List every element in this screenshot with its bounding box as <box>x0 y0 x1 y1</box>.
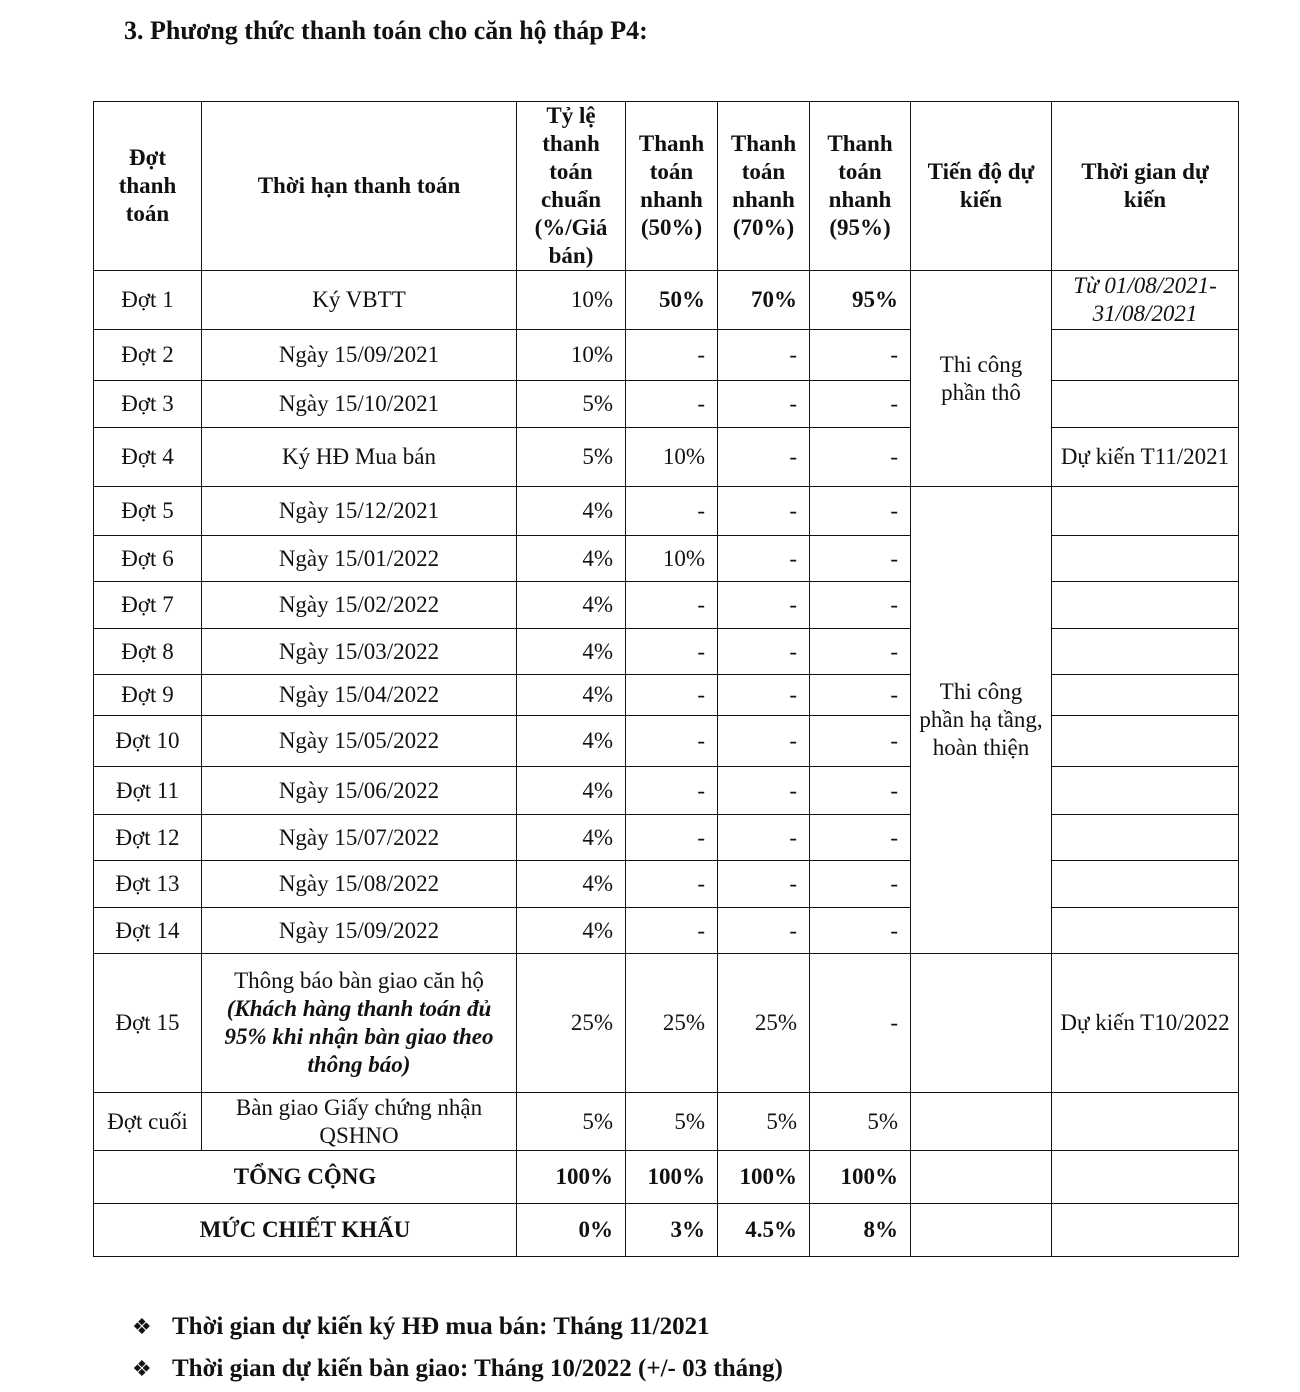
cell-p95: - <box>810 767 911 815</box>
notes-list <box>132 1308 783 1392</box>
header-dot: Đợt thanh toán <box>94 102 202 271</box>
discount-empty <box>911 1204 1052 1257</box>
cell-p50: - <box>626 908 718 954</box>
cell-p70: - <box>718 536 810 582</box>
cell-p95: - <box>810 330 911 381</box>
cell-p50: 5% <box>626 1093 718 1151</box>
cell-std: 10% <box>517 330 626 381</box>
cell-dot: Đợt 13 <box>94 861 202 908</box>
table-row <box>94 271 1239 330</box>
cell-p95: - <box>810 815 911 861</box>
diamond-bullet-icon: ❖ <box>132 1357 152 1382</box>
cell-p95: - <box>810 861 911 908</box>
cell-std: 4% <box>517 861 626 908</box>
table-row <box>94 908 1239 954</box>
cell-dot: Đợt 4 <box>94 428 202 487</box>
cell-dot: Đợt 10 <box>94 716 202 767</box>
thoi-gian-empty <box>1052 908 1239 954</box>
cell-p70: 70% <box>718 271 810 330</box>
cell-p70: - <box>718 381 810 428</box>
cell-p70: - <box>718 675 810 716</box>
han-text: Thông báo bàn giao căn hộ <box>234 968 484 994</box>
thoi-gian-dot1: Từ 01/08/2021-31/08/2021 <box>1052 271 1239 330</box>
table-header-row <box>94 102 1239 271</box>
cell-p70: - <box>718 767 810 815</box>
cell-p95: - <box>810 428 911 487</box>
table-row <box>94 954 1239 1093</box>
thoi-gian-empty <box>1052 487 1239 536</box>
total-empty <box>911 1151 1052 1204</box>
cell-han: Ngày 15/05/2022 <box>202 716 517 767</box>
cell-han: Ngày 15/03/2022 <box>202 629 517 675</box>
table-row <box>94 767 1239 815</box>
cell-p95: - <box>810 675 911 716</box>
thoi-gian-empty <box>1052 536 1239 582</box>
cell-p50: - <box>626 487 718 536</box>
cell-p70: - <box>718 487 810 536</box>
cell-han: Ngày 15/04/2022 <box>202 675 517 716</box>
cell-std: 4% <box>517 675 626 716</box>
header-tien-do: Tiến độ dự kiến <box>911 102 1052 271</box>
cell-p95: - <box>810 381 911 428</box>
cell-p50: - <box>626 330 718 381</box>
table-row <box>94 716 1239 767</box>
cell-han: Ngày 15/07/2022 <box>202 815 517 861</box>
total-p70: 100% <box>718 1151 810 1204</box>
cell-dot: Đợt 3 <box>94 381 202 428</box>
cell-p50: - <box>626 582 718 629</box>
total-row <box>94 1151 1239 1204</box>
discount-label: MỨC CHIẾT KHẤU <box>94 1204 517 1257</box>
discount-p50: 3% <box>626 1204 718 1257</box>
cell-p95: 5% <box>810 1093 911 1151</box>
total-empty <box>1052 1151 1239 1204</box>
header-thoi-han: Thời hạn thanh toán <box>202 102 517 271</box>
note-text: Thời gian dự kiến bàn giao: Tháng 10/2022 (+/- 03 tháng) <box>172 1355 783 1382</box>
cell-han: Ngày 15/10/2021 <box>202 381 517 428</box>
cell-std: 5% <box>517 428 626 487</box>
thoi-gian-dot4: Dự kiến T11/2021 <box>1052 428 1239 487</box>
thoi-gian-empty <box>1052 1093 1239 1151</box>
discount-empty <box>1052 1204 1239 1257</box>
cell-dot: Đợt cuối <box>94 1093 202 1151</box>
thoi-gian-empty <box>1052 381 1239 428</box>
discount-p95: 8% <box>810 1204 911 1257</box>
cell-p95: - <box>810 908 911 954</box>
cell-p50: - <box>626 675 718 716</box>
table-row <box>94 629 1239 675</box>
section-heading: 3. Phương thức thanh toán cho căn hộ tháp P4: <box>124 16 648 45</box>
note-text: Thời gian dự kiến ký HĐ mua bán: Tháng 11/2021 <box>172 1313 710 1340</box>
discount-row <box>94 1204 1239 1257</box>
cell-std: 4% <box>517 815 626 861</box>
cell-p50: 25% <box>626 954 718 1093</box>
cell-std: 4% <box>517 487 626 536</box>
cell-dot: Đợt 12 <box>94 815 202 861</box>
cell-han: Ngày 15/08/2022 <box>202 861 517 908</box>
header-tt50: Thanh toán nhanh (50%) <box>626 102 718 271</box>
table-row <box>94 536 1239 582</box>
table-row <box>94 487 1239 536</box>
cell-dot: Đợt 6 <box>94 536 202 582</box>
header-tt95: Thanh toán nhanh (95%) <box>810 102 911 271</box>
cell-std: 5% <box>517 1093 626 1151</box>
cell-han: Ngày 15/09/2021 <box>202 330 517 381</box>
cell-p50: - <box>626 629 718 675</box>
table-row <box>94 815 1239 861</box>
cell-p95: - <box>810 716 911 767</box>
cell-han: Ký VBTT <box>202 271 517 330</box>
cell-p50: 50% <box>626 271 718 330</box>
cell-p50: - <box>626 716 718 767</box>
cell-p70: - <box>718 582 810 629</box>
cell-p95: - <box>810 629 911 675</box>
cell-dot: Đợt 1 <box>94 271 202 330</box>
header-thoi-gian: Thời gian dự kiến <box>1052 102 1239 271</box>
cell-p70: - <box>718 861 810 908</box>
cell-p50: - <box>626 861 718 908</box>
cell-p70: 5% <box>718 1093 810 1151</box>
cell-std: 4% <box>517 536 626 582</box>
thoi-gian-empty <box>1052 675 1239 716</box>
cell-dot: Đợt 15 <box>94 954 202 1093</box>
thoi-gian-dot15: Dự kiến T10/2022 <box>1052 954 1239 1093</box>
payment-schedule-table <box>93 101 1239 1257</box>
header-tt70: Thanh toán nhanh (70%) <box>718 102 810 271</box>
total-p95: 100% <box>810 1151 911 1204</box>
cell-std: 5% <box>517 381 626 428</box>
cell-han: Ngày 15/01/2022 <box>202 536 517 582</box>
thoi-gian-empty <box>1052 716 1239 767</box>
cell-std: 4% <box>517 629 626 675</box>
tien-do-empty <box>911 1093 1052 1151</box>
cell-han: Ngày 15/02/2022 <box>202 582 517 629</box>
cell-han: Ngày 15/12/2021 <box>202 487 517 536</box>
thoi-gian-empty <box>1052 629 1239 675</box>
han-note: (Khách hàng thanh toán đủ 95% khi nhận bàn giao theo thông báo) <box>224 996 494 1078</box>
total-label: TỔNG CỘNG <box>94 1151 517 1204</box>
cell-dot: Đợt 7 <box>94 582 202 629</box>
cell-han: Ngày 15/06/2022 <box>202 767 517 815</box>
cell-std: 10% <box>517 271 626 330</box>
cell-p70: - <box>718 815 810 861</box>
header-ty-le: Tỷ lệ thanh toán chuẩn (%/Giá bán) <box>517 102 626 271</box>
cell-han: Bàn giao Giấy chứng nhận QSHNO <box>202 1093 517 1151</box>
cell-dot: Đợt 8 <box>94 629 202 675</box>
cell-p50: 10% <box>626 428 718 487</box>
table-row <box>94 861 1239 908</box>
cell-dot: Đợt 9 <box>94 675 202 716</box>
cell-dot: Đợt 11 <box>94 767 202 815</box>
note-item <box>132 1350 783 1392</box>
cell-han <box>202 954 517 1093</box>
table-row <box>94 1093 1239 1151</box>
tien-do-hoan-thien: Thi công phần hạ tầng, hoàn thiện <box>911 487 1052 954</box>
table-row <box>94 582 1239 629</box>
cell-p95: - <box>810 536 911 582</box>
cell-p70: 25% <box>718 954 810 1093</box>
cell-p50: - <box>626 767 718 815</box>
cell-dot: Đợt 14 <box>94 908 202 954</box>
table-row <box>94 675 1239 716</box>
thoi-gian-empty <box>1052 861 1239 908</box>
table-row <box>94 381 1239 428</box>
cell-std: 25% <box>517 954 626 1093</box>
discount-std: 0% <box>517 1204 626 1257</box>
cell-std: 4% <box>517 767 626 815</box>
cell-std: 4% <box>517 582 626 629</box>
cell-p70: - <box>718 629 810 675</box>
cell-p95: - <box>810 582 911 629</box>
cell-p95: 95% <box>810 271 911 330</box>
table-row <box>94 330 1239 381</box>
cell-p50: - <box>626 381 718 428</box>
thoi-gian-empty <box>1052 582 1239 629</box>
cell-dot: Đợt 2 <box>94 330 202 381</box>
cell-std: 4% <box>517 716 626 767</box>
note-item <box>132 1308 783 1350</box>
cell-p95: - <box>810 487 911 536</box>
tien-do-empty <box>911 954 1052 1093</box>
cell-p50: - <box>626 815 718 861</box>
cell-p70: - <box>718 330 810 381</box>
thoi-gian-empty <box>1052 767 1239 815</box>
thoi-gian-empty <box>1052 815 1239 861</box>
cell-std: 4% <box>517 908 626 954</box>
diamond-bullet-icon: ❖ <box>132 1315 152 1340</box>
total-std: 100% <box>517 1151 626 1204</box>
discount-p70: 4.5% <box>718 1204 810 1257</box>
cell-p70: - <box>718 716 810 767</box>
table-row <box>94 428 1239 487</box>
cell-han: Ngày 15/09/2022 <box>202 908 517 954</box>
total-p50: 100% <box>626 1151 718 1204</box>
cell-dot: Đợt 5 <box>94 487 202 536</box>
thoi-gian-empty <box>1052 330 1239 381</box>
cell-p70: - <box>718 428 810 487</box>
cell-p70: - <box>718 908 810 954</box>
cell-han: Ký HĐ Mua bán <box>202 428 517 487</box>
cell-p95: - <box>810 954 911 1093</box>
cell-p50: 10% <box>626 536 718 582</box>
tien-do-phan-tho: Thi công phần thô <box>911 271 1052 487</box>
